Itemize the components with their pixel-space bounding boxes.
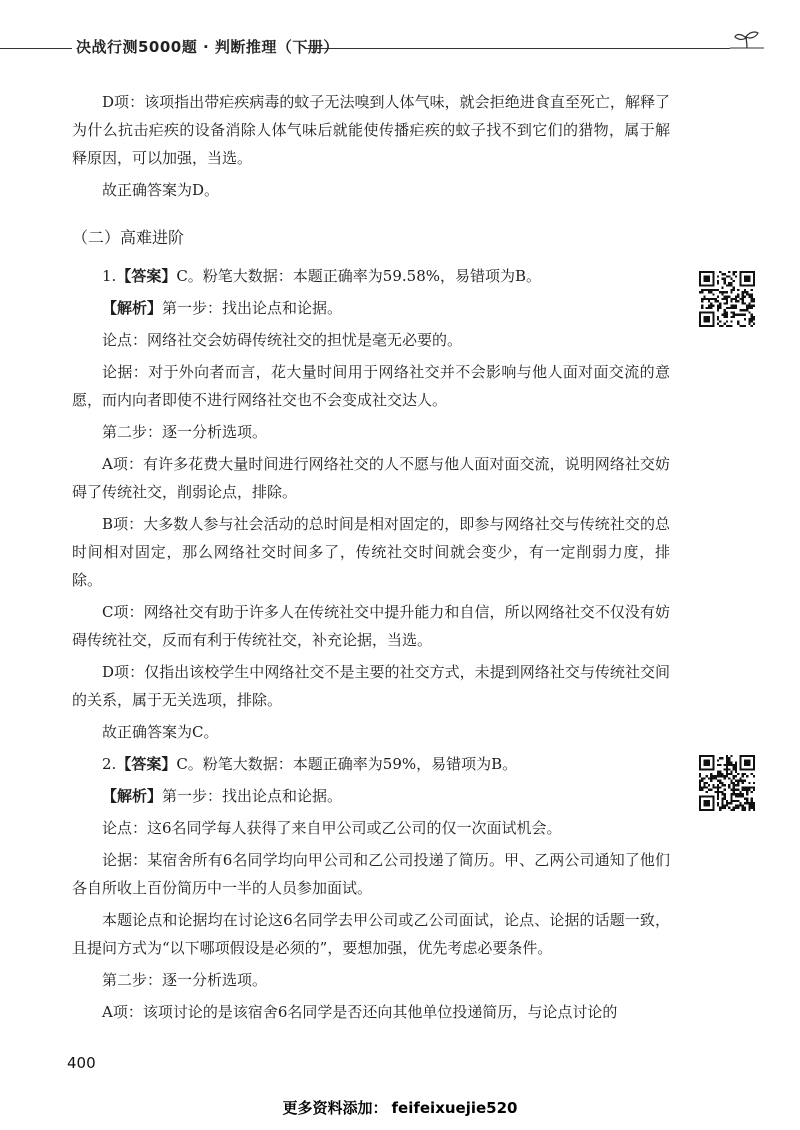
body-paragraph: 第二步：逐一分析选项。 (102, 971, 268, 989)
book-title: 决战行测5000题 · 判断推理（下册） (76, 38, 339, 56)
page-number: 400 (67, 1054, 96, 1072)
running-header (0, 28, 800, 68)
body-paragraph: 故正确答案为C。 (102, 723, 219, 741)
body-paragraph: 论点：网络社交会妨碍传统社交的担忧是毫无必要的。 (102, 331, 463, 349)
answer-text: C。粉笔大数据：本题正确率为59.58%，易错项为B。 (176, 267, 542, 285)
answer-tag: 【解析】 (102, 299, 163, 317)
body-paragraph: 本题论点和论据均在讨论这6名同学去甲公司或乙公司面试，论点、论据的话题一致，且提问方式为“以下哪项假设是必须的”，要想加强，优先考虑必要条件。 (72, 911, 670, 957)
body-paragraph: 论点：这6名同学每人获得了来自甲公司或乙公司的仅一次面试机会。 (102, 819, 562, 837)
body-paragraph: 论据：某宿舍所有6名同学均向甲公司和乙公司投递了简历。甲、乙两公司通知了他们各自所收上百份简历中一半的人员参加面试。 (72, 851, 670, 897)
qr-code-icon (699, 271, 755, 327)
qr-code-icon (699, 755, 755, 811)
page-content (72, 88, 670, 1030)
body-paragraph: 论据：对于外向者而言，花大量时间用于网络社交并不会影响与他人面对面交流的意愿，而内向者即使不进行网络社交也不会变成社交达人。 (72, 363, 670, 409)
answer-text: 第一步：找出论点和论据。 (162, 787, 343, 805)
body-paragraph: D项：该项指出带疟疾病毒的蚊子无法嗅到人体气味，就会拒绝进食直至死亡，解释了为什么抗击疟疾的设备消除人体气味后就能使传播疟疾的蚊子找不到它们的猎物，属于解释原因，可以加强，当选。 (72, 93, 670, 167)
section-heading: （二）高难进阶 (72, 228, 185, 247)
footer-contact-id: feifeixuejie520 (391, 1099, 518, 1117)
answer-tag: 【解析】 (102, 787, 163, 805)
header-rule-left (0, 48, 72, 49)
body-paragraph: 故正确答案为D。 (102, 181, 220, 199)
body-paragraph: A项：该项讨论的是该宿舍6名同学是否还向其他单位投递简历，与论点讨论的 (102, 1003, 618, 1021)
body-paragraph: C项：网络社交有助于许多人在传统社交中提升能力和自信，所以网络社交不仅没有妨碍传统社交，反而有利于传统社交，补充论据，当选。 (72, 603, 670, 649)
answer-paragraph (72, 750, 670, 778)
header-rule-right (305, 48, 730, 49)
body-paragraph: A项：有许多花费大量时间进行网络社交的人不愿与他人面对面交流，说明网络社交妨碍了传统社交，削弱论点，排除。 (72, 455, 670, 501)
answer-text: C。粉笔大数据：本题正确率为59%，易错项为B。 (176, 755, 518, 773)
answer-tag: 【答案】 (116, 267, 177, 285)
question-number: 1. (102, 267, 117, 285)
answer-paragraph (72, 782, 670, 810)
answer-tag: 【答案】 (116, 755, 177, 773)
footer-lead-text: 更多资料添加： (282, 1099, 388, 1117)
body-paragraph: B项：大多数人参与社会活动的总时间是相对固定的，即参与网络社交与传统社交的总时间相对固定，那么网络社交时间多了，传统社交时间就会变少，有一定削弱力度，排除。 (72, 515, 670, 589)
answer-paragraph (72, 262, 670, 290)
answer-text: 第一步：找出论点和论据。 (162, 299, 343, 317)
footer-contact (0, 1097, 800, 1118)
body-paragraph: D项：仅指出该校学生中网络社交不是主要的社交方式，未提到网络社交与传统社交间的关系，属于无关选项，排除。 (72, 663, 670, 709)
sprout-icon (730, 30, 764, 56)
answer-paragraph (72, 294, 670, 322)
body-paragraph: 第二步：逐一分析选项。 (102, 423, 268, 441)
question-number: 2. (102, 755, 117, 773)
